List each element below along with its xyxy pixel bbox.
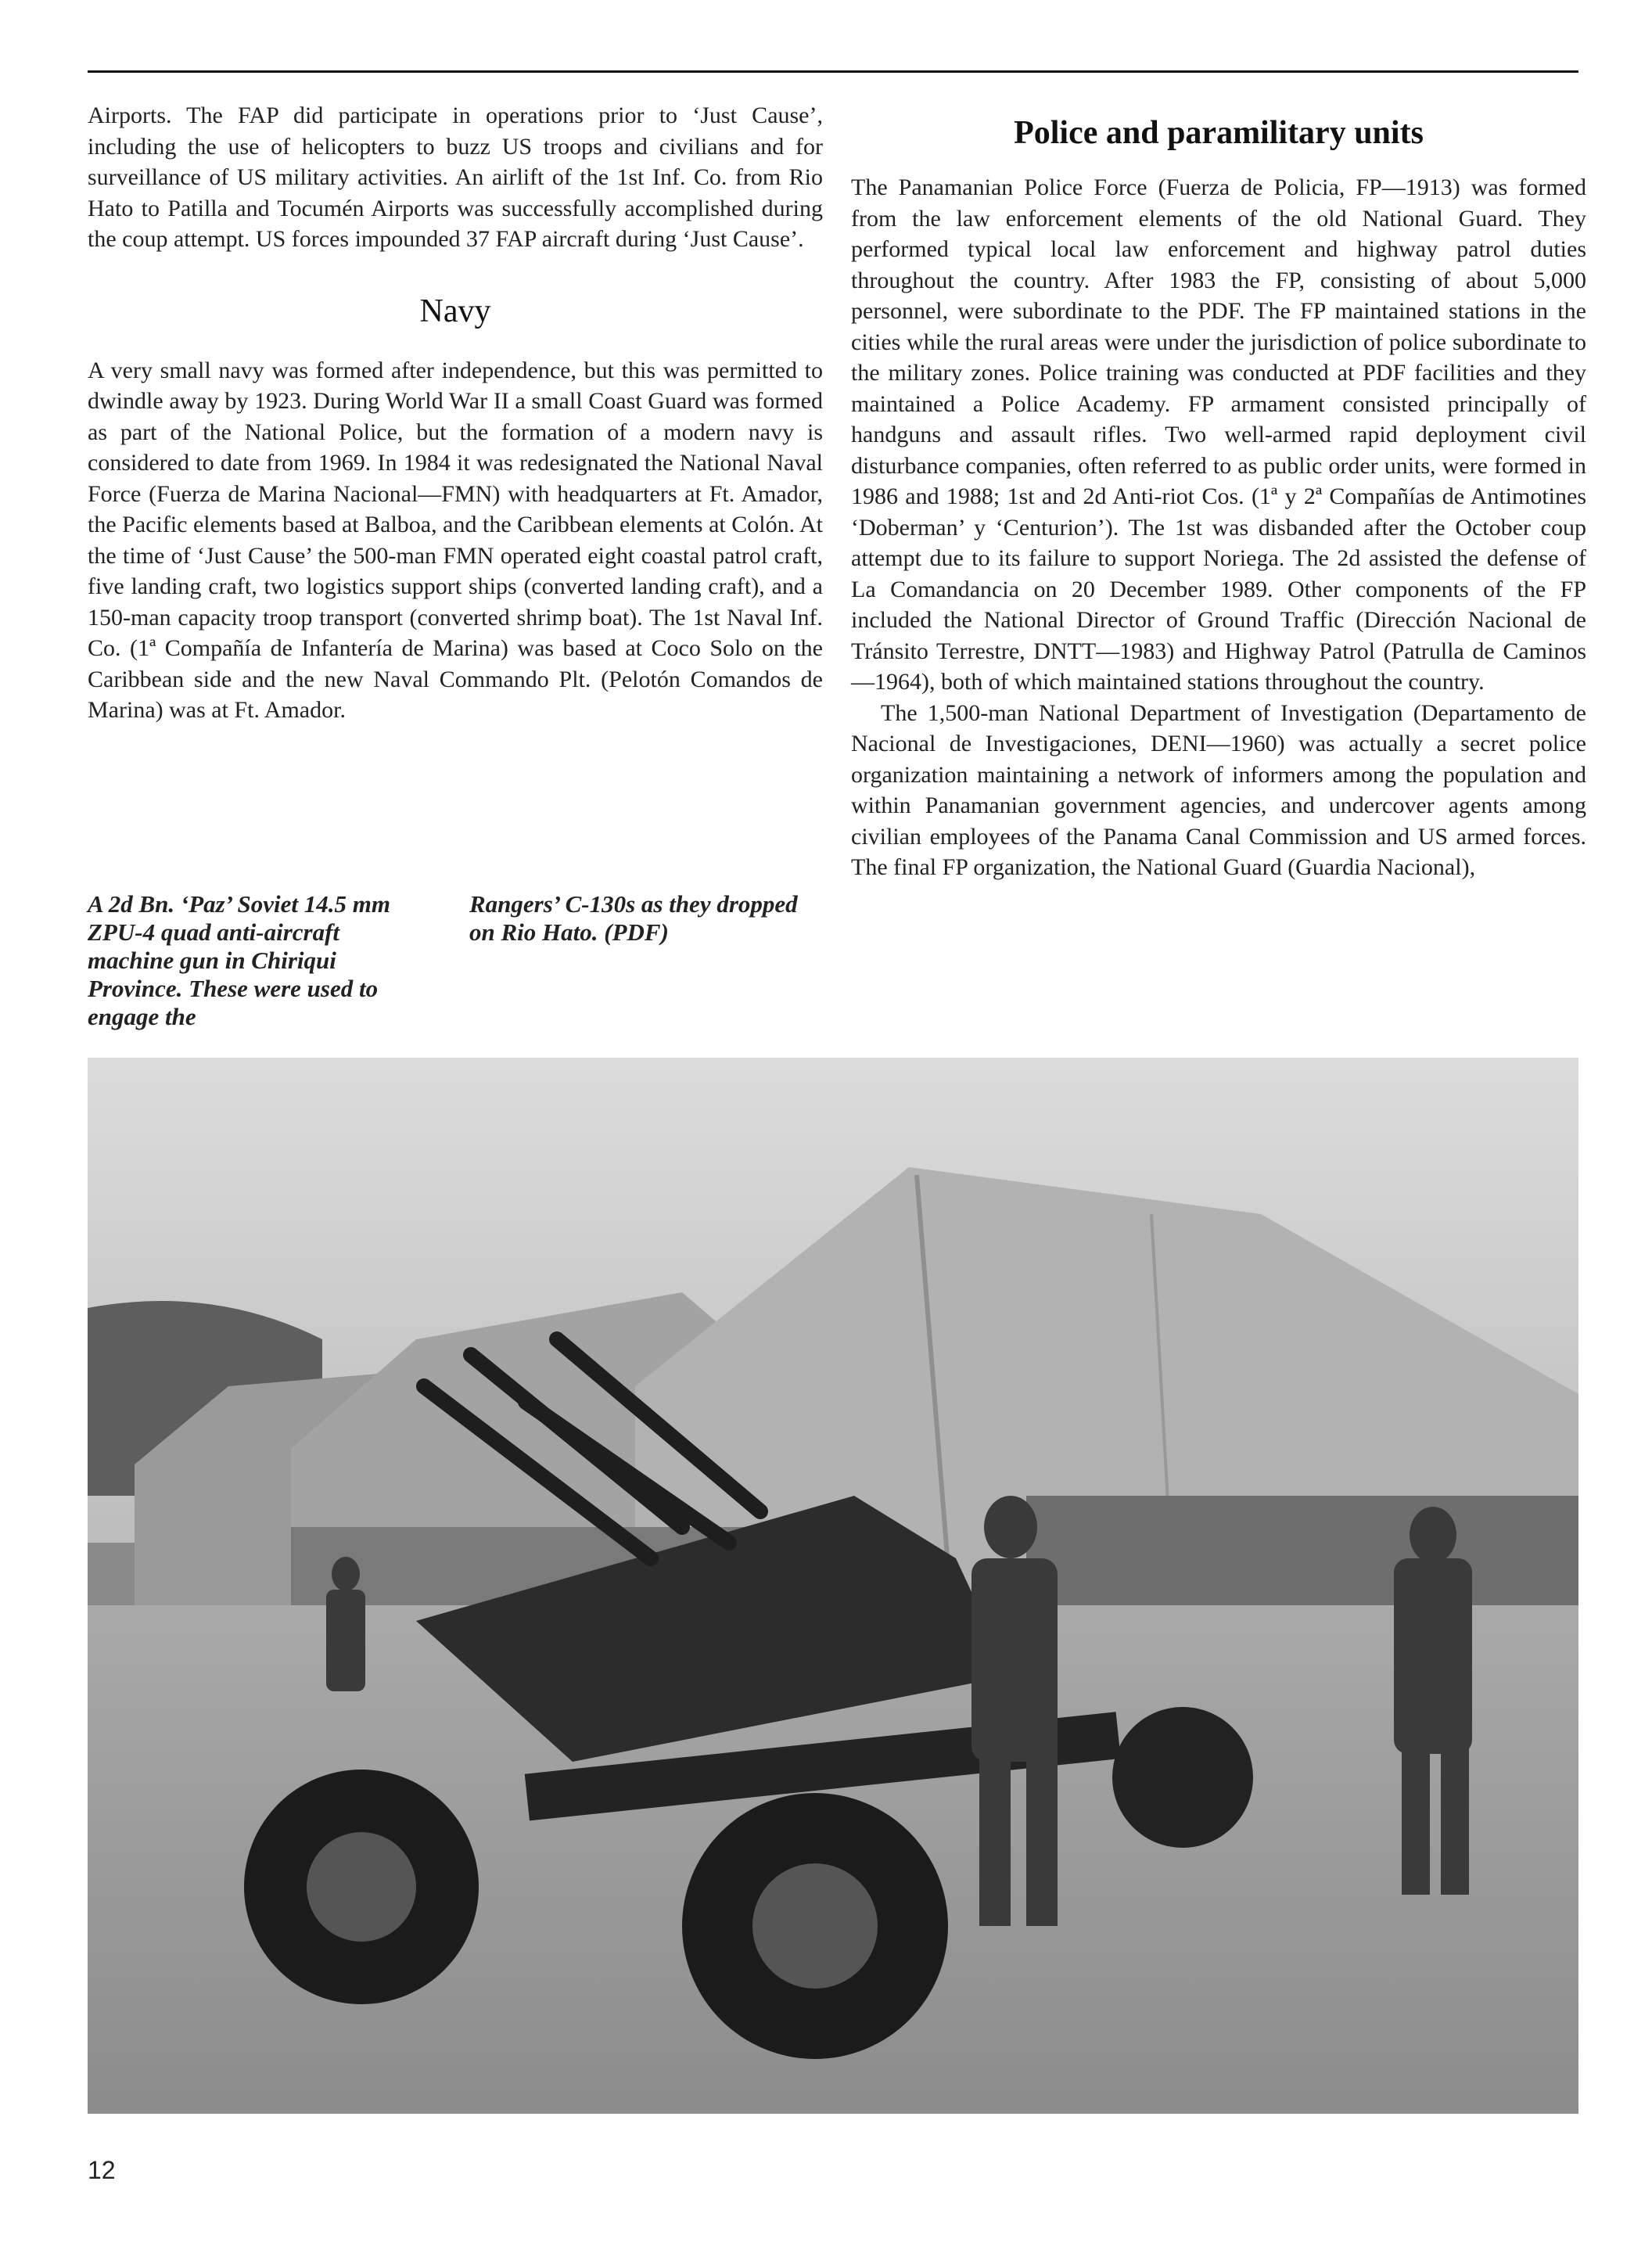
photo-caption-part-2: Rangers’ C-130s as they dropped on Rio Hato. (PDF) (469, 890, 798, 946)
zpu4-photo-illustration (88, 1058, 1578, 2114)
deni-paragraph: The 1,500-man National Department of Investigation (Departamento de Nacional de Investigaciones, DENI—1960) was actually a secret police organization maintaining a network of informers among the population and within Panamanian government agencies, and undercover agents among civilian employees of the Panama Canal Commission and US armed forces. The final FP organization, the National Guard (Guardia Nacional), (851, 699, 1586, 880)
navy-paragraph: A very small navy was formed after independence, but this was permitted to dwindle away by 1923. During World War II a small Coast Guard was formed as part of the National Police, but the formation of a modern navy is considered to date from 1969. In 1984 it was redesignated the National Naval Force (Fuerza de Marina Nacional—FMN) with headquarters at Ft. Amador, the Pacific elements based at Balboa, and the Caribbean elements at Colón. At the time of ‘Just Cause’ the 500-man FMN operated eight coastal patrol craft, five landing craft, two logistics support ships (converted landing craft), and a 150-man capacity troop transport (converted shrimp boat). The 1st Naval Inf. Co. (1ª Compañía de Infantería de Marina) was based at Coco Solo on the Caribbean side and the new Naval Commando Plt. (Pelotón Comandos de Marina) was at Ft. Amador. (88, 357, 823, 723)
top-rule (88, 70, 1578, 73)
page-number: 12 (88, 2156, 116, 2184)
right-column (851, 100, 1586, 883)
police-paragraph: The Panamanian Police Force (Fuerza de Policia, FP—1913) was formed from the law enforcement elements of the old National Guard. They performed typical local law enforcement and highway patrol duties throughout the country. After 1983 the FP, consisting of about 5,000 personnel, were subordinate to the PDF. The FP maintained stations in the cities while the rural areas were under the jurisdiction of police subordinate to the military zones. Police training was conducted at PDF facilities and they maintained a Police Academy. FP armament consisted principally of handguns and assault rifles. Two well-armed rapid deployment civil disturbance companies, often referred to as public order units, were formed in 1986 and 1988; 1st and 2d Anti-riot Cos. (1ª y 2ª Compañías de Antimotines ‘Doberman’ y ‘Centurion’). The 1st was disbanded after the October coup attempt due to its failure to support Noriega. The 2d assisted the defense of La Comandancia on 20 December 1989. Other components of the FP included the National Director of Ground Traffic (Dirección Nacional de Tránsito Terrestre, DNTT—1983) and Highway Patrol (Patrulla de Caminos—1964), both of which maintained stations throughout the country. (851, 174, 1586, 695)
left-column (88, 100, 823, 726)
police-heading: Police and paramilitary units (1014, 115, 1424, 151)
photo-caption-part-1: A 2d Bn. ‘Paz’ Soviet 14.5 mm ZPU-4 quad anti-aircraft machine gun in Chiriqui Province. These were used to engage the (88, 890, 390, 1030)
fap-paragraph: Airports. The FAP did participate in operations prior to ‘Just Cause’, including the use of helicopters to buzz US troops and civilians and for surveillance of US military activities. An airlift of the 1st Inf. Co. from Rio Hato to Patilla and Tocumén Airports was successfully accomplished during the coup attempt. US forces impounded 37 FAP aircraft during ‘Just Cause’. (88, 102, 823, 252)
zpu4-photo (88, 1058, 1578, 2114)
navy-heading: Navy (419, 293, 491, 329)
